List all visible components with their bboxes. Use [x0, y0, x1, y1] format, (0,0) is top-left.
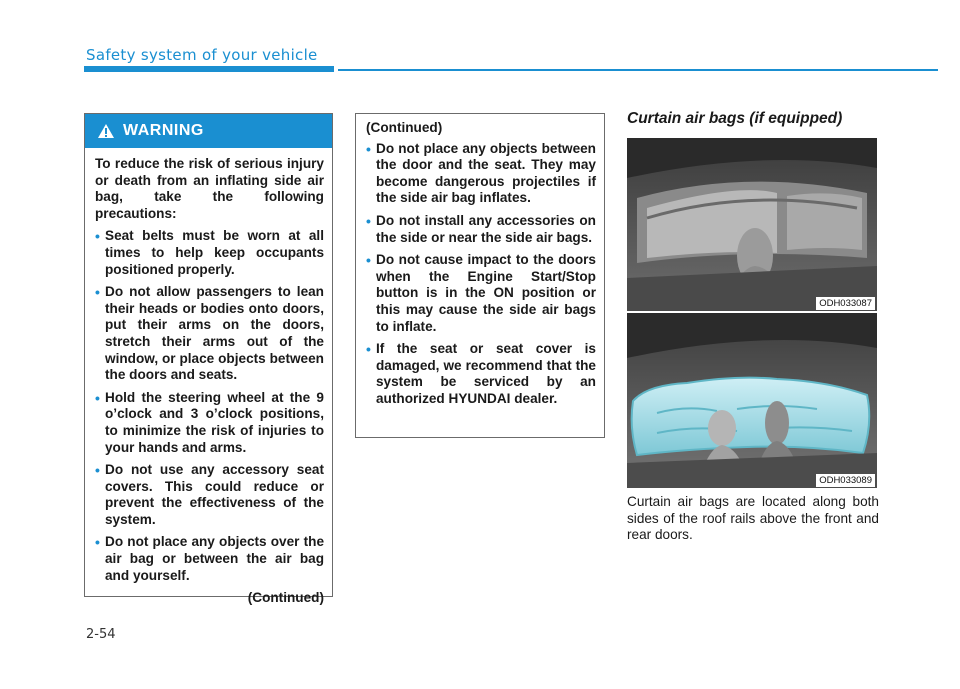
continued-item: • If the seat or seat cover is damaged, we recommend that the system be serviced by an authorized HYUNDAI dealer.: [366, 341, 596, 407]
continued-content: [356, 114, 604, 408]
page-number: 2-54: [86, 627, 116, 642]
curtain-airbag-photo-2: [627, 313, 877, 488]
continued-list: [366, 141, 596, 408]
airbag-deployed-illustration: [627, 313, 877, 488]
warning-triangle-icon: [97, 123, 115, 139]
photo-code-2: ODH033089: [816, 474, 875, 487]
warning-header: [85, 114, 332, 148]
header-accent-bar: [84, 66, 334, 72]
warning-intro: To reduce the risk of serious injury or death from an inflating side air bag, take the following precautions:: [95, 156, 324, 221]
continued-item: • Do not place any objects between the door and the seat. They may become dangerous projectiles if the side air bag inflates.: [366, 141, 596, 207]
warning-item: • Do not allow passengers to lean their heads or bodies onto doors, put their arms on the doors, stretch their arms out of the window, or place objects between the doors and seats.: [95, 284, 324, 384]
warning-content: [85, 148, 332, 607]
curtain-airbag-photo-1: [627, 138, 877, 311]
continued-item: • Do not install any accessories on the side or near the side air bags.: [366, 213, 596, 246]
car-interior-illustration: [627, 138, 877, 311]
warning-box: [84, 113, 333, 606]
continued-label: (Continued): [247, 590, 324, 606]
continued-title: (Continued): [366, 120, 443, 135]
curtain-airbag-description: Curtain air bags are located along both sides of the roof rails above the front and rear doors.: [627, 494, 879, 543]
continued-item: • Do not cause impact to the doors when the Engine Start/Stop button is in the ON position or this may cause the side air bags to inflate.: [366, 252, 596, 335]
header-rule: [338, 69, 938, 71]
warning-list: [95, 228, 324, 584]
warning-item: • Hold the steering wheel at the 9 o’clock and 3 o’clock positions, to minimize the risk of injuries to your hands and arms.: [95, 390, 324, 456]
warning-item: • Seat belts must be worn at all times to help keep occupants positioned properly.: [95, 228, 324, 278]
continued-box: [355, 113, 605, 438]
curtain-airbag-title: Curtain air bags (if equipped): [627, 110, 843, 127]
section-header: Safety system of your vehicle: [86, 46, 318, 64]
photo-code-1: ODH033087: [816, 297, 875, 310]
warning-item: • Do not use any accessory seat covers. This could reduce or prevent the effectiveness of the system.: [95, 462, 324, 528]
warning-item: • Do not place any objects over the air bag or between the air bag and yourself.: [95, 534, 324, 584]
warning-heading: WARNING: [123, 122, 204, 139]
